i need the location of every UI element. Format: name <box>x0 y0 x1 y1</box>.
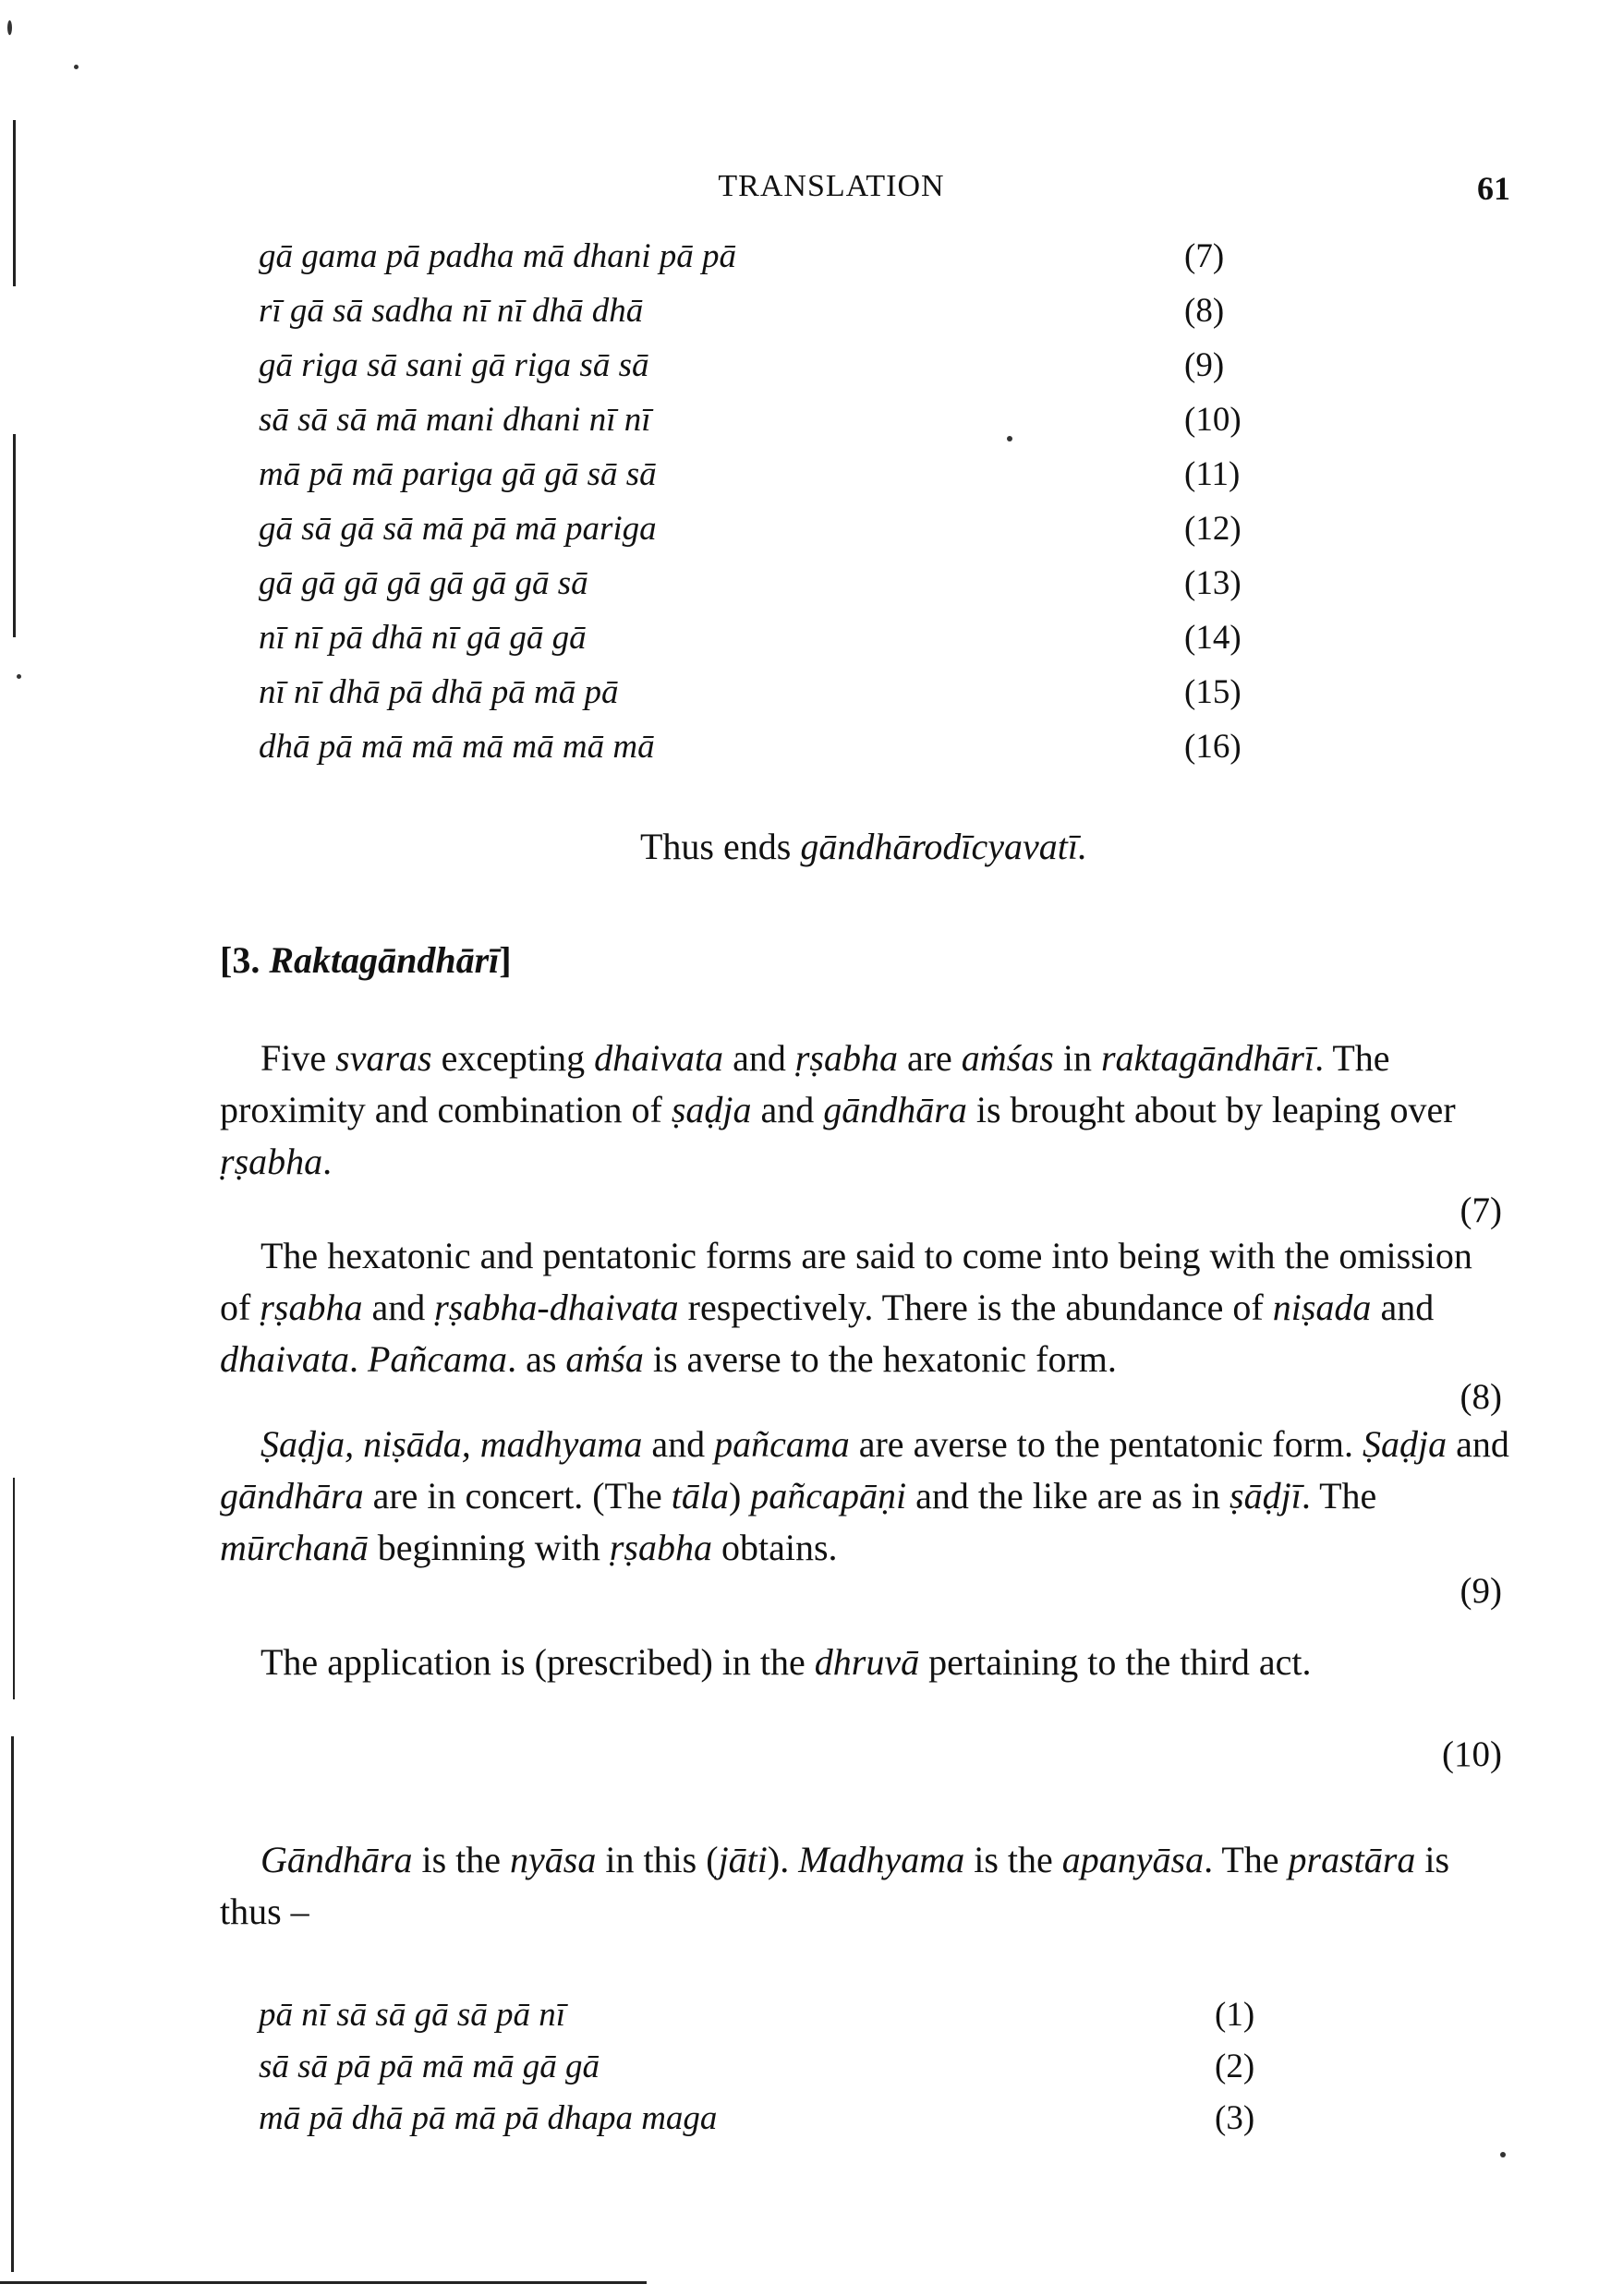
notation-number: (13) <box>1184 564 1242 602</box>
term: dhaivata <box>594 1037 724 1079</box>
notation-number: (12) <box>1184 510 1242 548</box>
term: aṁśa <box>565 1338 644 1380</box>
text: is averse to the hexatonic form. <box>643 1338 1117 1380</box>
text: respectively. There is the abundance of <box>678 1287 1273 1328</box>
verse-number: (8) <box>1460 1377 1502 1417</box>
page-number: 61 <box>1477 170 1510 207</box>
paragraph <box>220 1419 1511 1574</box>
text: are <box>897 1037 962 1079</box>
text: excepting <box>431 1037 595 1079</box>
text: The hexatonic and pentatonic forms are said to come into being with the omission of <box>220 1235 1472 1328</box>
notation-text: gā sā gā sā mā pā mā pariga <box>259 510 657 548</box>
term: ṣāḍjī <box>1230 1475 1302 1517</box>
text: in <box>1053 1037 1101 1079</box>
term: gāndhāra <box>823 1089 967 1130</box>
text: obtains. <box>711 1527 838 1568</box>
notation-number: (9) <box>1184 346 1225 384</box>
notation-text: gā gā gā gā gā gā gā sā <box>259 564 588 602</box>
notation-row <box>259 229 1256 284</box>
notation-number: (11) <box>1184 455 1241 493</box>
notation-text: dhā pā mā mā mā mā mā mā <box>259 728 655 766</box>
text: and <box>362 1287 435 1328</box>
text: ) <box>728 1475 751 1517</box>
running-title: TRANSLATION <box>718 169 945 203</box>
notation-number: (10) <box>1184 401 1242 439</box>
text: and <box>1371 1287 1435 1328</box>
notation-text: nī nī pā dhā nī gā gā gā <box>259 619 587 657</box>
section-heading <box>220 938 512 982</box>
scan-speck <box>17 674 21 679</box>
term: jāti <box>718 1839 768 1880</box>
notation-row <box>259 501 1256 556</box>
notation-number: (8) <box>1184 292 1225 330</box>
heading-close: ] <box>499 939 512 981</box>
scan-edge-line <box>13 1478 15 1699</box>
text: . The <box>1301 1475 1377 1517</box>
notation-row <box>259 665 1256 719</box>
notation-number: (15) <box>1184 673 1242 711</box>
notation-row <box>259 719 1256 774</box>
term: ṛṣabha <box>220 1141 323 1182</box>
ends-prefix: Thus ends <box>640 826 801 867</box>
notation-text: gā gama pā padha mā dhani pā pā <box>259 237 736 275</box>
term: gāndhāra <box>220 1475 364 1517</box>
term: raktagāndhārī <box>1100 1037 1315 1079</box>
notation-block-top <box>259 229 1256 774</box>
text: is thus – <box>220 1839 1450 1932</box>
scan-edge-line <box>13 434 16 637</box>
term: apanyāsa <box>1061 1839 1205 1880</box>
notation-text: pā nī sā sā gā sā pā nī <box>259 1996 566 2034</box>
term: ṛṣabha-dhaivata <box>434 1287 679 1328</box>
scan-speck <box>1007 436 1012 441</box>
notation-row <box>259 338 1256 393</box>
term: ṛṣabha <box>794 1037 898 1079</box>
verse-number: (9) <box>1460 1571 1502 1611</box>
notation-row <box>259 447 1256 501</box>
notation-row <box>259 284 1256 338</box>
text: . The proximity and combination of <box>220 1037 1390 1130</box>
notation-text: sā sā sā mā mani dhani nī nī <box>259 401 651 439</box>
text: is the <box>412 1839 510 1880</box>
text: pertaining to the third act. <box>919 1641 1312 1683</box>
text: . <box>348 1338 368 1380</box>
term: Gāndhāra <box>260 1839 413 1880</box>
notation-number: (1) <box>1215 1996 1255 2034</box>
scan-speck <box>74 65 79 69</box>
heading-open: [3. <box>220 939 270 981</box>
notation-row <box>259 393 1256 447</box>
notation-number: (7) <box>1184 237 1225 275</box>
notation-row <box>259 1989 1256 2041</box>
text: beginning with <box>368 1527 610 1568</box>
term: pañcapāṇi <box>750 1475 907 1517</box>
notation-number: (3) <box>1215 2099 1255 2137</box>
text: are in concert. (The <box>363 1475 672 1517</box>
text: and <box>642 1423 715 1465</box>
heading-title: Raktagāndhārī <box>269 939 500 981</box>
scan-edge-line <box>13 120 16 286</box>
scan-edge-line <box>11 1736 14 2272</box>
notation-number: (16) <box>1184 728 1242 766</box>
term: Ṣaḍja <box>1363 1423 1448 1465</box>
notation-row <box>259 556 1256 610</box>
verse-number: (7) <box>1460 1190 1502 1230</box>
term: dhaivata <box>220 1338 349 1380</box>
paragraph <box>220 1033 1511 1188</box>
term: nyāsa <box>510 1839 597 1880</box>
text: and <box>751 1089 824 1130</box>
scan-bottom-rule <box>0 2281 647 2284</box>
notation-text: gā riga sā sani gā riga sā sā <box>259 346 649 384</box>
text: ). <box>767 1839 799 1880</box>
text: are averse to the pentatonic form. <box>849 1423 1363 1465</box>
text: is the <box>964 1839 1062 1880</box>
notation-number: (14) <box>1184 619 1242 657</box>
term: prastāra <box>1288 1839 1416 1880</box>
notation-row <box>259 2041 1256 2093</box>
notation-text: sā sā pā pā mā mā gā gā <box>259 2048 600 2085</box>
text: and <box>723 1037 795 1079</box>
scan-speck <box>1500 2152 1506 2157</box>
text: and the like are as in <box>906 1475 1230 1517</box>
notation-block-bottom <box>259 1989 1256 2145</box>
term: ṣaḍja <box>671 1089 752 1130</box>
notation-text: nī nī dhā pā dhā pā mā pā <box>259 673 619 711</box>
term: dhruvā <box>814 1641 920 1683</box>
text: and <box>1447 1423 1509 1465</box>
text: is brought about by leaping over <box>966 1089 1456 1130</box>
term: Ṣaḍja, niṣāda, madhyama <box>260 1423 643 1465</box>
section-ending-line <box>640 825 1087 868</box>
term: aṁśas <box>961 1037 1054 1079</box>
text: . The <box>1204 1839 1289 1880</box>
jati-name: gāndhārodīcyavatī. <box>800 826 1088 867</box>
text: Five <box>260 1037 336 1079</box>
term: Madhyama <box>798 1839 965 1880</box>
notation-row <box>259 2093 1256 2145</box>
text: in this ( <box>596 1839 719 1880</box>
term: niṣada <box>1272 1287 1372 1328</box>
scan-speck <box>7 20 12 35</box>
paragraph <box>220 1230 1511 1385</box>
term: Pañcama <box>367 1338 508 1380</box>
verse-number: (10) <box>1442 1734 1502 1774</box>
text: The application is (prescribed) in the <box>260 1641 815 1683</box>
term: tāla <box>671 1475 729 1517</box>
term: mūrchanā <box>220 1527 369 1568</box>
text: . as <box>507 1338 566 1380</box>
notation-text: mā pā mā pariga gā gā sā sā <box>259 455 657 493</box>
paragraph <box>220 1834 1511 1938</box>
term: ṛṣabha <box>609 1527 712 1568</box>
term: pañcama <box>714 1423 850 1465</box>
term: svaras <box>335 1037 432 1079</box>
notation-number: (2) <box>1215 2048 1255 2085</box>
term: ṛṣabha <box>260 1287 363 1328</box>
text: . <box>322 1141 333 1182</box>
paragraph <box>220 1637 1476 1688</box>
notation-text: rī gā sā sadha nī nī dhā dhā <box>259 292 644 330</box>
notation-row <box>259 610 1256 665</box>
notation-text: mā pā dhā pā mā pā dhapa maga <box>259 2099 718 2137</box>
